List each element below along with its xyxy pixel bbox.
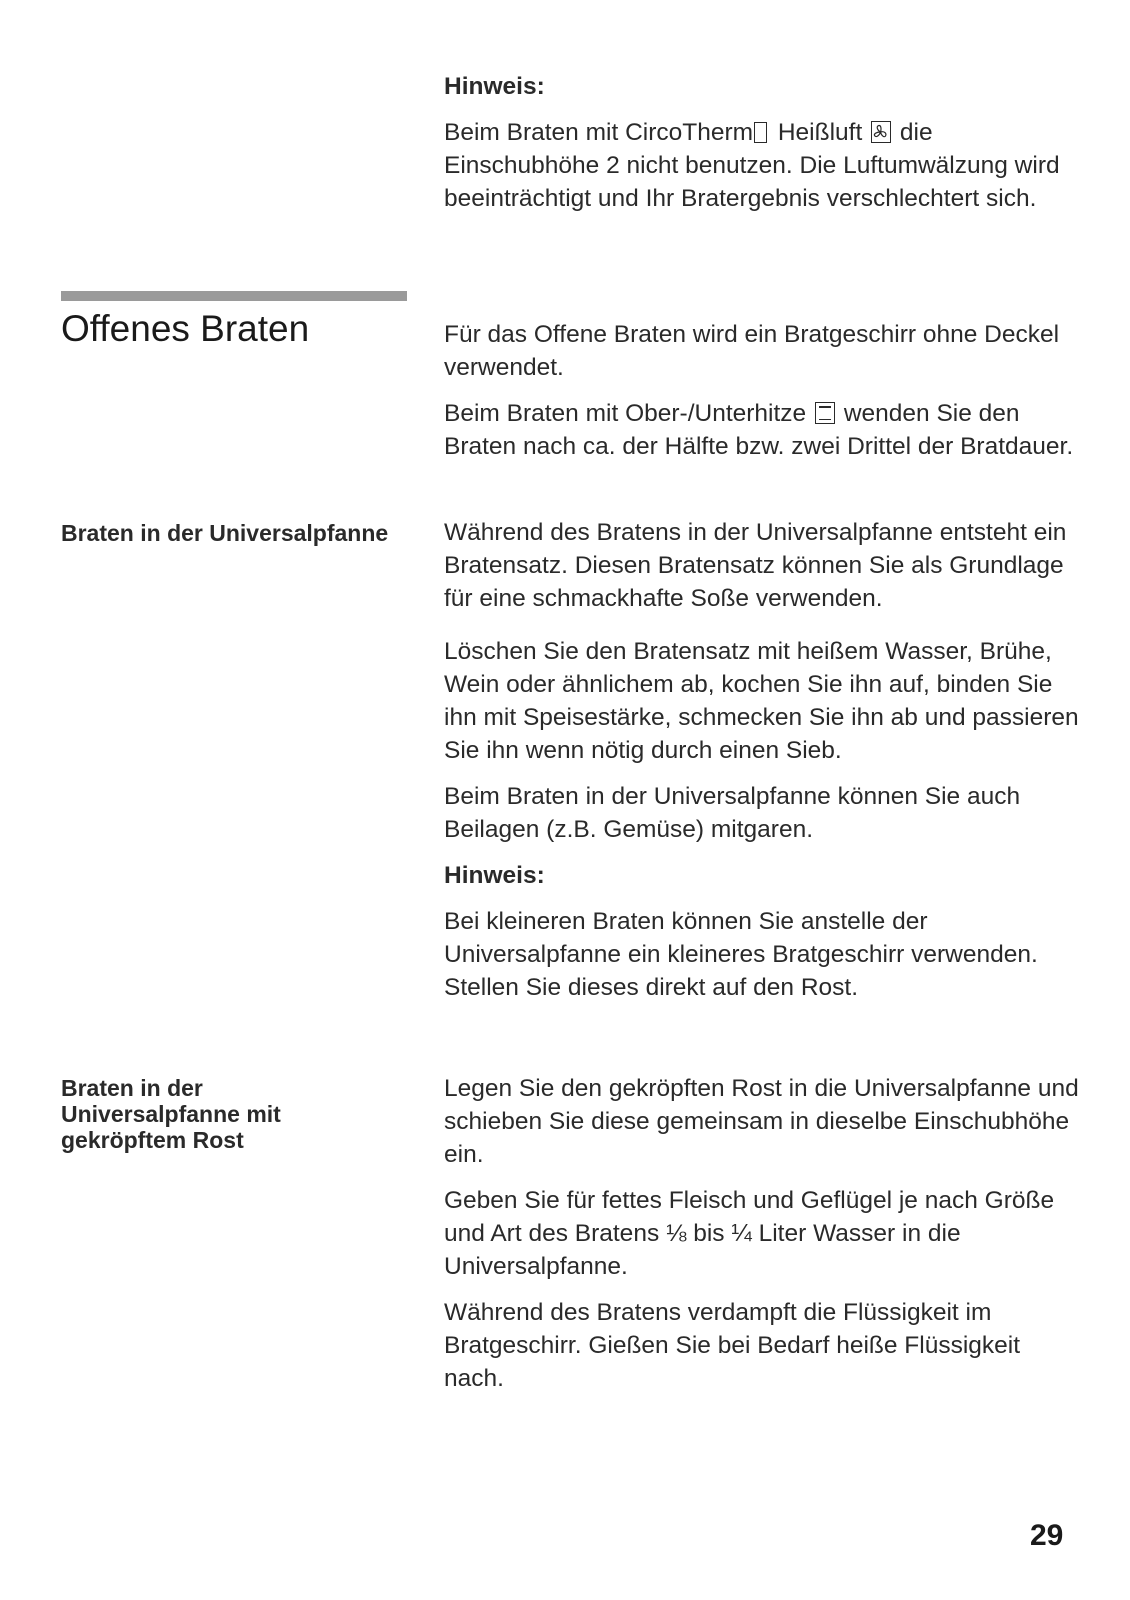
sub1-paragraph-3: Beim Braten in der Universalpfanne können Sie auch Beilagen (z.B. Gemüse) mitgaren. xyxy=(444,783,1021,843)
sub2-paragraph-3: Während des Bratens verdampft die Flüssigkeit im Bratgeschirr. Gießen Sie bei Bedarf heiße Flüssigkeit nach. xyxy=(444,1299,1021,1392)
page-number: 29 xyxy=(1030,1519,1064,1552)
note-heading: Hinweis: xyxy=(444,73,545,100)
subsection-heading-2: Braten in der Universalpfanne mit gekröpftem Rost xyxy=(61,1075,281,1153)
sub2-paragraph-2: Geben Sie für fettes Fleisch und Geflügel je nach Größe und Art des Bratens ⅛ bis ¼ Liter Wasser in die Universalpfanne. xyxy=(444,1187,1055,1280)
fan-icon xyxy=(871,121,891,143)
note-text-part1: Beim Braten mit CircoTherm xyxy=(444,119,754,146)
section-ober-paragraph xyxy=(444,397,1084,463)
note-text xyxy=(444,116,1084,215)
note-block-1 xyxy=(444,70,1084,215)
ober-text-part1: Beim Braten mit Ober-/Unterhitze xyxy=(444,400,807,427)
sub1-note-heading: Hinweis: xyxy=(444,862,545,889)
section-intro: Für das Offene Braten wird ein Bratgeschirr ohne Deckel verwendet. xyxy=(444,321,1060,381)
sub1-note-text: Bei kleineren Braten können Sie anstelle der Universalpfanne ein kleineres Bratgeschirr verwenden. Stellen Sie dieses direkt auf den Rost. xyxy=(444,908,1038,1001)
section-divider xyxy=(61,291,407,301)
subsection-body-1 xyxy=(444,516,1084,1004)
sub1-paragraph-2: Löschen Sie den Bratensatz mit heißem Wasser, Brühe, Wein oder ähnlichem ab, kochen Sie ihn auf, binden Sie ihn mit Speisestärke, schmecken Sie ihn ab und passieren Sie ihn wenn nötig durch einen Sieb. xyxy=(444,638,1079,764)
section-intro-block xyxy=(444,318,1084,463)
note-text-part3: die Einschubhöhe 2 nicht benutzen. Die Luftumwälzung wird beeinträchtigt und Ihr Bratergebnis verschlechtert sich. xyxy=(444,119,1060,212)
subsection-body-2 xyxy=(444,1072,1084,1395)
ober-text-part2: wenden Sie den Braten nach ca. der Hälfte bzw. zwei Drittel der Bratdauer. xyxy=(444,400,1074,460)
section-title: Offenes Braten xyxy=(61,308,310,349)
circotherm-icon xyxy=(754,122,767,143)
top-bottom-heat-icon xyxy=(815,402,835,424)
subsection-heading-1: Braten in der Universalpfanne xyxy=(61,520,389,546)
sub2-paragraph-1: Legen Sie den gekröpften Rost in die Universalpfanne und schieben Sie diese gemeinsam in dieselbe Einschubhöhe ein. xyxy=(444,1075,1079,1168)
sub1-paragraph-1: Während des Bratens in der Universalpfanne entsteht ein Bratensatz. Diesen Bratensatz können Sie als Grundlage für eine schmackhafte Soße verwenden. xyxy=(444,519,1067,612)
note-text-part2: Heißluft xyxy=(777,119,863,146)
